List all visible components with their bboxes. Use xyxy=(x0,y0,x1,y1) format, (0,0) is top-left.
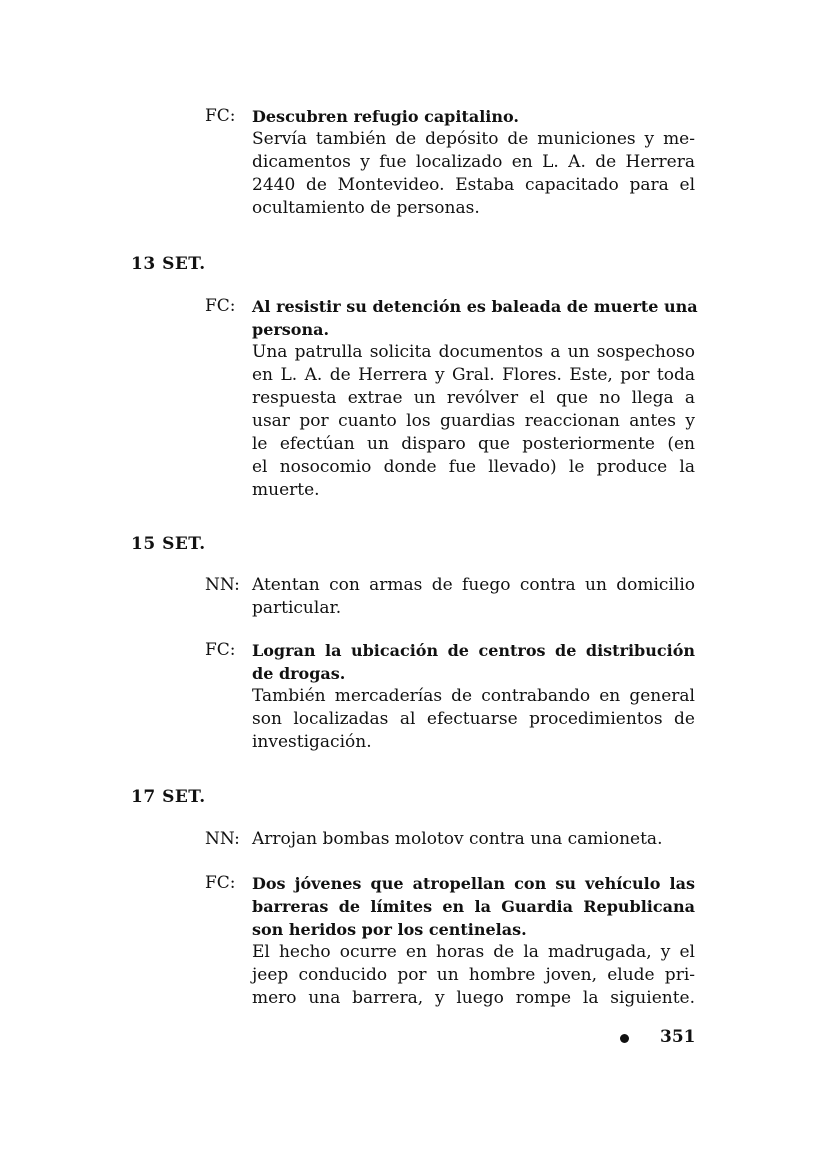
body-line: Servía también de depósito de municiones y me- xyxy=(252,129,695,149)
body-line: mero una barrera, y luego rompe la siguiente. xyxy=(252,988,695,1008)
body-line: El hecho ocurre en horas de la madrugada, y el xyxy=(252,942,695,962)
entry-content xyxy=(252,872,695,1010)
entry-body xyxy=(252,685,695,754)
entry-headline xyxy=(252,872,695,941)
body-line: 2440 de Montevideo. Estaba capacitado para el xyxy=(252,175,695,195)
date-heading: 17 SET. xyxy=(131,787,206,807)
body-line: muerte. xyxy=(252,480,320,500)
page-number: 351 xyxy=(660,1027,696,1047)
headline-line: barreras de límites en la Guardia Republicana xyxy=(252,897,695,916)
entry-source-code: NN: xyxy=(205,575,240,595)
body-line: usar por cuanto los guardias reaccionan antes y xyxy=(252,411,695,431)
body-line: Atentan con armas de fuego contra un domicilio xyxy=(252,575,695,595)
entry-source-code: FC: xyxy=(205,873,236,893)
body-line: Una patrulla solicita documentos a un sospechoso xyxy=(252,342,695,362)
bullet-icon xyxy=(620,1034,629,1043)
date-heading: 15 SET. xyxy=(131,534,206,554)
body-line: el nosocomio donde fue llevado) le produce la xyxy=(252,457,695,477)
headline-line: son heridos por los centinelas. xyxy=(252,920,527,939)
body-line: le efectúan un disparo que posteriormente (en xyxy=(252,434,695,454)
page-footer xyxy=(620,1027,695,1051)
entry-content xyxy=(252,295,698,502)
headline-line: persona. xyxy=(252,320,330,339)
entry-content xyxy=(252,639,695,754)
headline-line: de drogas. xyxy=(252,664,346,683)
entry-content xyxy=(252,105,695,220)
body-line: jeep conducido por un hombre joven, elude pri- xyxy=(252,965,695,985)
entry-source-code: FC: xyxy=(205,106,236,126)
body-line: en L. A. de Herrera y Gral. Flores. Este, por toda xyxy=(252,365,695,385)
entry-headline xyxy=(252,639,695,685)
headline-line: Dos jóvenes que atropellan con su vehículo las xyxy=(252,874,695,893)
body-line: Arrojan bombas molotov contra una camioneta. xyxy=(252,829,663,849)
headline-line: Descubren refugio capitalino. xyxy=(252,107,519,126)
entry-content xyxy=(252,574,695,620)
entry-body xyxy=(252,341,695,502)
entry-content xyxy=(252,828,695,851)
body-line: particular. xyxy=(252,598,342,618)
body-line: investigación. xyxy=(252,732,372,752)
body-line: son localizadas al efectuarse procedimientos de xyxy=(252,709,695,729)
body-line: También mercaderías de contrabando en general xyxy=(252,686,695,706)
headline-line: Al resistir su detención es baleada de muerte una xyxy=(252,297,698,316)
date-heading: 13 SET. xyxy=(131,254,206,274)
entry-body xyxy=(252,941,695,1010)
headline-line: Logran la ubicación de centros de distribución xyxy=(252,641,695,660)
entry-body xyxy=(252,128,695,220)
entry-source-code: NN: xyxy=(205,829,240,849)
body-line: respuesta extrae un revólver el que no llega a xyxy=(252,388,695,408)
entry-body xyxy=(252,828,695,851)
entry-headline xyxy=(252,295,698,341)
entry-source-code: FC: xyxy=(205,296,236,316)
body-line: ocultamiento de personas. xyxy=(252,198,480,218)
body-line: dicamentos y fue localizado en L. A. de Herrera xyxy=(252,152,695,172)
entry-headline xyxy=(252,105,695,128)
entry-body xyxy=(252,574,695,620)
entry-source-code: FC: xyxy=(205,640,236,660)
